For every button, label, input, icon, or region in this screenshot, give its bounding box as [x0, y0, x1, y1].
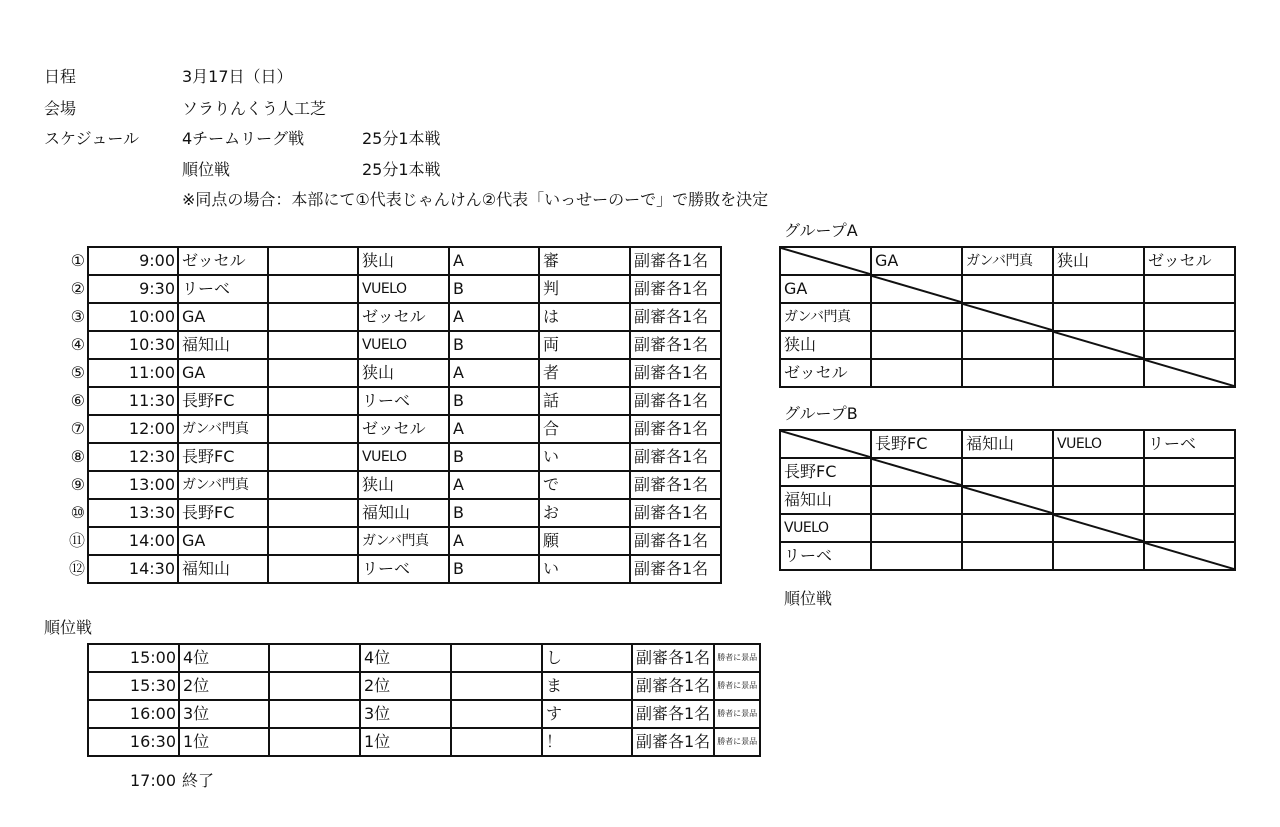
home-team: ガンバ門真	[178, 415, 268, 443]
diagonal-line	[872, 276, 961, 302]
away-team: リーベ	[358, 387, 449, 415]
group-cell: B	[449, 443, 539, 471]
match-number: ⑥	[70, 391, 85, 410]
result-cell	[1053, 486, 1144, 514]
group-column-team: 福知山	[962, 430, 1053, 458]
home-team: GA	[178, 359, 268, 387]
home-team: GA	[178, 527, 268, 555]
group-header-row	[780, 430, 1235, 458]
ranking-label: 順位戦	[182, 160, 231, 179]
away-team: VUELO	[358, 331, 449, 359]
match-row	[56, 527, 721, 555]
away-team: リーベ	[358, 555, 449, 583]
match-time: 12:00	[88, 415, 178, 443]
referee-note: 副審各1名	[630, 555, 721, 583]
home-team: 長野FC	[178, 443, 268, 471]
match-number: ④	[70, 335, 85, 354]
home-team: 長野FC	[178, 499, 268, 527]
blank-cell	[268, 555, 358, 583]
referee-note: 副審各1名	[630, 387, 721, 415]
referee-note: 副審各1名	[632, 728, 714, 756]
match-time: 14:00	[88, 527, 178, 555]
diagonal-line	[781, 431, 870, 457]
result-cell	[1053, 275, 1144, 303]
diagonal-line	[963, 304, 1052, 330]
group-row	[780, 303, 1235, 331]
ranking-away: 4位	[360, 644, 451, 672]
group-row	[780, 542, 1235, 570]
away-team: ゼッセル	[358, 415, 449, 443]
match-time: 13:00	[88, 471, 178, 499]
referee-note: 副審各1名	[630, 303, 721, 331]
match-number: ⑪	[68, 531, 85, 550]
blank-cell	[268, 303, 358, 331]
blank-cell	[451, 700, 542, 728]
blank-cell	[268, 359, 358, 387]
group-a-table	[779, 246, 1236, 388]
blank-cell	[268, 331, 358, 359]
match-row	[56, 471, 721, 499]
referee-note: 副審各1名	[632, 700, 714, 728]
message-char: 両	[539, 331, 630, 359]
away-team: ガンバ門真	[358, 527, 449, 555]
blank-cell	[268, 247, 358, 275]
group-row-team: GA	[780, 275, 871, 303]
result-cell	[871, 514, 962, 542]
group-cell: B	[449, 555, 539, 583]
referee-note: 副審各1名	[630, 359, 721, 387]
schedule-type-label: スケジュール	[44, 129, 140, 148]
group-a-title: グループA	[784, 221, 858, 240]
blank-cell	[268, 527, 358, 555]
group-column-team: ゼッセル	[1144, 247, 1235, 275]
result-cell	[1144, 458, 1235, 486]
result-cell	[962, 514, 1053, 542]
match-number: ①	[70, 251, 85, 270]
message-char: 願	[539, 527, 630, 555]
result-cell	[962, 542, 1053, 570]
result-cell	[871, 486, 962, 514]
ranking-section-title: 順位戦	[44, 618, 93, 637]
diagonal-cell	[962, 486, 1053, 514]
ranking-time: 16:00	[88, 700, 179, 728]
ranking-home: 3位	[179, 700, 269, 728]
league-format: 25分1本戦	[362, 129, 441, 148]
result-cell	[1053, 458, 1144, 486]
result-cell	[962, 359, 1053, 387]
group-row	[780, 275, 1235, 303]
away-team: 福知山	[358, 499, 449, 527]
result-cell	[1053, 542, 1144, 570]
ranking-row	[88, 728, 760, 756]
match-row	[56, 499, 721, 527]
result-cell	[1053, 359, 1144, 387]
group-column-team: 狭山	[1053, 247, 1144, 275]
result-cell	[1144, 303, 1235, 331]
message-char: ！	[542, 728, 632, 756]
home-team: リーベ	[178, 275, 268, 303]
ranking-row	[88, 700, 760, 728]
diagonal-line	[1145, 360, 1234, 386]
blank-cell	[269, 672, 360, 700]
result-cell	[962, 331, 1053, 359]
match-row	[56, 415, 721, 443]
blank-cell	[268, 471, 358, 499]
group-row	[780, 359, 1235, 387]
match-row	[56, 303, 721, 331]
match-time: 11:30	[88, 387, 178, 415]
group-column-team: VUELO	[1053, 430, 1144, 458]
match-row	[56, 387, 721, 415]
message-char: 者	[539, 359, 630, 387]
diagonal-cell	[780, 430, 871, 458]
message-char: 合	[539, 415, 630, 443]
diagonal-line	[781, 248, 870, 274]
diagonal-cell	[1144, 359, 1235, 387]
group-cell: A	[449, 359, 539, 387]
blank-cell	[269, 644, 360, 672]
end-time: 17:00	[130, 771, 177, 790]
ranking-time: 15:00	[88, 644, 179, 672]
ranking-format: 25分1本戦	[362, 160, 441, 179]
diagonal-line	[1054, 515, 1143, 541]
result-cell	[1144, 275, 1235, 303]
message-char: お	[539, 499, 630, 527]
away-team: VUELO	[358, 443, 449, 471]
ranking-row	[88, 672, 760, 700]
match-time: 13:30	[88, 499, 178, 527]
referee-note: 副審各1名	[630, 471, 721, 499]
prize-note: 勝者に景品	[714, 728, 760, 756]
group-row	[780, 486, 1235, 514]
group-header-row	[780, 247, 1235, 275]
blank-cell	[268, 275, 358, 303]
match-table	[56, 246, 722, 584]
diagonal-cell	[871, 275, 962, 303]
blank-cell	[268, 499, 358, 527]
match-number: ⑨	[70, 475, 85, 494]
ranking-away: 1位	[360, 728, 451, 756]
group-row-team: 長野FC	[780, 458, 871, 486]
message-char: 審	[539, 247, 630, 275]
schedule-value: 3月17日（日）	[182, 67, 293, 86]
end-label: 終了	[182, 771, 215, 790]
blank-cell	[268, 387, 358, 415]
blank-cell	[268, 415, 358, 443]
message-char: ま	[542, 672, 632, 700]
group-row	[780, 331, 1235, 359]
match-number: ⑤	[70, 363, 85, 382]
group-row-team: ガンバ門真	[780, 303, 871, 331]
group-row	[780, 458, 1235, 486]
group-column-team: 長野FC	[871, 430, 962, 458]
home-team: 福知山	[178, 331, 268, 359]
group-cell: B	[449, 275, 539, 303]
ranking-row	[88, 644, 760, 672]
diagonal-cell	[871, 458, 962, 486]
referee-note: 副審各1名	[630, 499, 721, 527]
diagonal-cell	[962, 303, 1053, 331]
group-column-team: リーベ	[1144, 430, 1235, 458]
match-number: ⑫	[68, 559, 85, 578]
ranking-home: 1位	[179, 728, 269, 756]
referee-note: 副審各1名	[630, 331, 721, 359]
message-char: 判	[539, 275, 630, 303]
home-team: ガンバ門真	[178, 471, 268, 499]
ranking-away: 2位	[360, 672, 451, 700]
referee-note: 副審各1名	[630, 275, 721, 303]
ranking-table	[87, 643, 761, 757]
group-cell: B	[449, 499, 539, 527]
group-row-team: ゼッセル	[780, 359, 871, 387]
match-time: 11:00	[88, 359, 178, 387]
group-b-title: グループB	[784, 404, 858, 423]
message-char: 話	[539, 387, 630, 415]
group-column-team: GA	[871, 247, 962, 275]
match-number: ⑧	[70, 447, 85, 466]
result-cell	[871, 359, 962, 387]
message-char: で	[539, 471, 630, 499]
match-time: 10:00	[88, 303, 178, 331]
away-team: ゼッセル	[358, 303, 449, 331]
result-cell	[1144, 331, 1235, 359]
referee-note: 副審各1名	[630, 247, 721, 275]
message-char: は	[539, 303, 630, 331]
match-time: 12:30	[88, 443, 178, 471]
match-time: 14:30	[88, 555, 178, 583]
diagonal-line	[872, 459, 961, 485]
referee-note: 副審各1名	[630, 443, 721, 471]
match-number: ⑩	[70, 503, 85, 522]
message-char: い	[539, 555, 630, 583]
result-cell	[1144, 486, 1235, 514]
group-row	[780, 514, 1235, 542]
match-row	[56, 331, 721, 359]
referee-note: 副審各1名	[632, 672, 714, 700]
result-cell	[871, 542, 962, 570]
group-cell: A	[449, 471, 539, 499]
ranking-time: 15:30	[88, 672, 179, 700]
schedule-label: 日程	[44, 67, 77, 86]
prize-note: 勝者に景品	[714, 644, 760, 672]
group-row-team: 狭山	[780, 331, 871, 359]
group-cell: B	[449, 331, 539, 359]
message-char: い	[539, 443, 630, 471]
away-team: 狭山	[358, 247, 449, 275]
result-cell	[871, 331, 962, 359]
ranking-away: 3位	[360, 700, 451, 728]
ranking-home: 2位	[179, 672, 269, 700]
home-team: 福知山	[178, 555, 268, 583]
match-time: 9:30	[88, 275, 178, 303]
blank-cell	[451, 728, 542, 756]
referee-note: 副審各1名	[630, 527, 721, 555]
venue-value: ソラりんくう人工芝	[182, 99, 327, 118]
match-row	[56, 443, 721, 471]
home-team: ゼッセル	[178, 247, 268, 275]
diagonal-cell	[780, 247, 871, 275]
home-team: GA	[178, 303, 268, 331]
ranking-home: 4位	[179, 644, 269, 672]
league-label: 4チームリーグ戦	[182, 129, 305, 148]
away-team: 狭山	[358, 359, 449, 387]
result-cell	[1053, 303, 1144, 331]
group-cell: B	[449, 387, 539, 415]
blank-cell	[268, 443, 358, 471]
result-cell	[962, 275, 1053, 303]
group-row-team: VUELO	[780, 514, 871, 542]
referee-note: 副審各1名	[630, 415, 721, 443]
diagonal-line	[1145, 543, 1234, 569]
match-number: ⑦	[70, 419, 85, 438]
group-cell: A	[449, 527, 539, 555]
result-cell	[962, 458, 1053, 486]
blank-cell	[269, 700, 360, 728]
standings-title: 順位戦	[784, 589, 833, 608]
diagonal-line	[1054, 332, 1143, 358]
match-number: ②	[70, 279, 85, 298]
message-char: し	[542, 644, 632, 672]
blank-cell	[451, 644, 542, 672]
group-b-table	[779, 429, 1236, 571]
result-cell	[1144, 514, 1235, 542]
referee-note: 副審各1名	[632, 644, 714, 672]
diagonal-line	[963, 487, 1052, 513]
group-cell: A	[449, 247, 539, 275]
prize-note: 勝者に景品	[714, 700, 760, 728]
match-row	[56, 247, 721, 275]
blank-cell	[451, 672, 542, 700]
group-row-team: リーベ	[780, 542, 871, 570]
tie-note: ※同点の場合：本部にて①代表じゃんけん②代表「いっせーのーで」で勝敗を決定	[182, 190, 769, 209]
match-row	[56, 275, 721, 303]
diagonal-cell	[1053, 514, 1144, 542]
away-team: VUELO	[358, 275, 449, 303]
result-cell	[871, 303, 962, 331]
message-char: す	[542, 700, 632, 728]
match-number: ③	[70, 307, 85, 326]
home-team: 長野FC	[178, 387, 268, 415]
group-column-team: ガンバ門真	[962, 247, 1053, 275]
group-cell: A	[449, 303, 539, 331]
diagonal-cell	[1053, 331, 1144, 359]
group-row-team: 福知山	[780, 486, 871, 514]
match-time: 10:30	[88, 331, 178, 359]
away-team: 狭山	[358, 471, 449, 499]
diagonal-cell	[1144, 542, 1235, 570]
prize-note: 勝者に景品	[714, 672, 760, 700]
group-cell: A	[449, 415, 539, 443]
venue-label: 会場	[44, 99, 77, 118]
match-row	[56, 555, 721, 583]
match-time: 9:00	[88, 247, 178, 275]
blank-cell	[269, 728, 360, 756]
match-row	[56, 359, 721, 387]
ranking-time: 16:30	[88, 728, 179, 756]
